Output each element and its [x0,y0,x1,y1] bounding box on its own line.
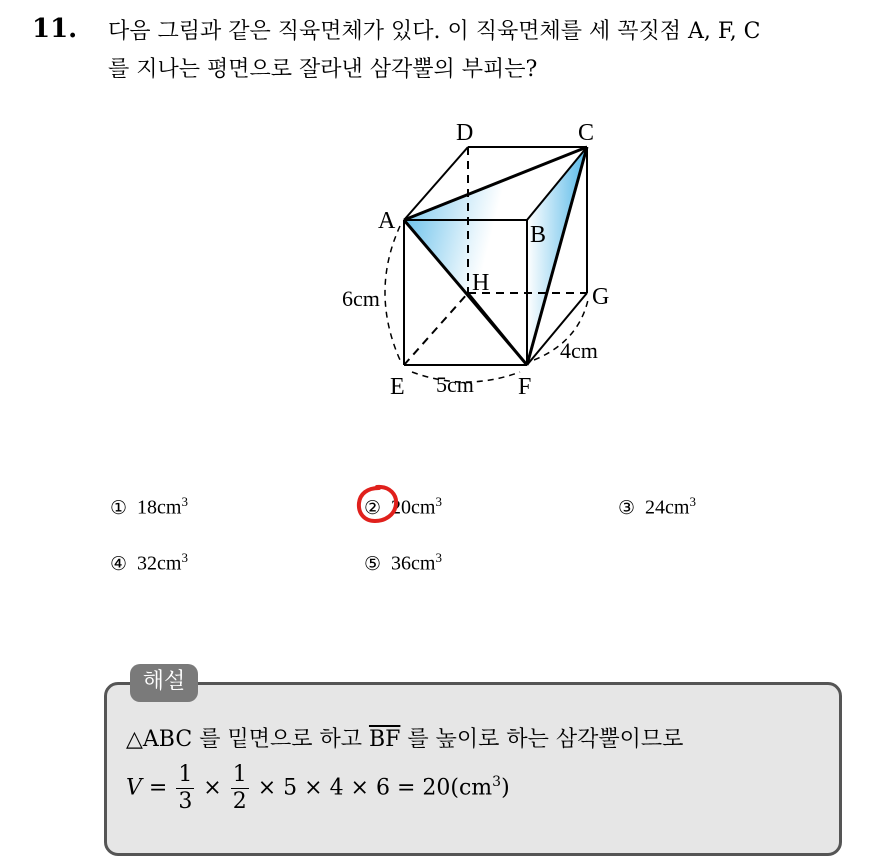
label-e: E [390,374,405,400]
solution-text-a: 를 밑면으로 하고 [192,727,369,752]
choice-4-mark: ④ [110,552,128,575]
frac1-den: 3 [178,789,193,814]
label-6cm: 6cm [342,286,380,311]
label-5cm: 5cm [436,372,474,397]
choice-2-value: 20cm [391,496,436,519]
choice-3[interactable] [618,494,696,520]
formula-v: V [126,775,142,801]
edge-eh [404,293,468,365]
choice-5-exp: 3 [435,550,442,565]
choice-1[interactable] [110,494,188,520]
solution-formula [126,762,510,815]
formula-exp: 3 [492,774,502,791]
choice-5-mark: ⑤ [364,552,382,575]
solution-text-b: 를 높이로 하는 삼각뿔이므로 [400,727,684,752]
choice-5-value: 36cm [391,552,436,575]
question-text-line1: 다음 그림과 같은 직육면체가 있다. 이 직육면체를 세 꼭짓점 A, F, C [108,19,761,44]
frac2-num: 1 [232,762,247,787]
solution-tag: 해설 [130,664,198,702]
choice-1-mark: ① [110,496,128,519]
choice-2-exp: 3 [435,494,442,509]
dim-arc-height [385,226,400,360]
label-b: B [530,222,547,248]
frac2-den: 2 [232,789,247,814]
fraction-one-third [176,762,194,815]
choice-3-value: 24cm [645,496,690,519]
formula-close: ) [501,775,510,801]
choice-4-value: 32cm [137,552,182,575]
choice-3-mark: ③ [618,496,636,519]
label-h: H [472,270,490,296]
label-f: F [518,374,532,400]
choice-1-value: 18cm [137,496,182,519]
label-g: G [592,284,610,310]
label-4cm: 4cm [560,338,598,363]
fraction-one-half [231,762,249,815]
formula-times1: × [196,775,229,801]
choice-4-exp: 3 [181,550,188,565]
frac1-num: 1 [178,762,193,787]
choice-3-exp: 3 [689,494,696,509]
cuboid-figure [320,110,640,410]
choice-2-mark: ② [364,496,382,519]
formula-eq: = [141,775,175,801]
question-number: 11. [32,14,78,44]
choice-1-exp: 3 [181,494,188,509]
label-a: A [378,208,396,234]
label-c: C [578,120,595,146]
label-d: D [456,120,474,146]
answer-circle-mark [354,483,400,525]
choice-5[interactable] [364,550,442,576]
choice-4[interactable] [110,550,188,576]
question-text-line2: 를 지나는 평면으로 잘라낸 삼각뿔의 부피는? [108,57,538,82]
formula-rest: × 5 × 4 × 6 = 20(cm [250,775,493,801]
triangle-abc: △ABC [126,727,193,752]
solution-line1 [126,722,683,753]
segment-bf: $\overline{BF}$ [368,727,401,752]
